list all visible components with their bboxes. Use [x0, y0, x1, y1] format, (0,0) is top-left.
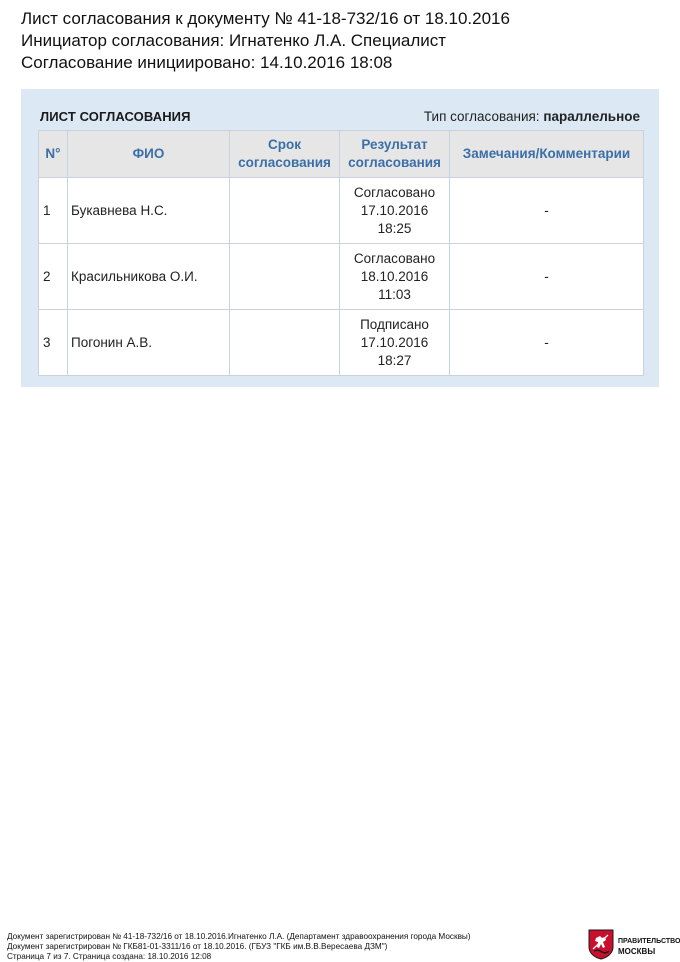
row-result-date: 18.10.2016 — [360, 268, 429, 284]
table-row — [39, 310, 644, 376]
row-fio: Букавнева Н.С. — [68, 178, 230, 244]
row-deadline — [230, 310, 340, 376]
row-result-time: 18:27 — [377, 352, 412, 368]
document-header — [21, 8, 671, 74]
col-header-fio: ФИО — [68, 131, 230, 178]
row-comment: - — [450, 178, 644, 244]
logo-text — [618, 937, 680, 957]
row-result-date: 17.10.2016 — [360, 334, 429, 350]
row-num: 1 — [39, 178, 68, 244]
row-result — [340, 244, 450, 310]
col-header-deadline-line2: согласования — [238, 155, 331, 170]
approval-type — [424, 109, 640, 124]
row-fio: Погонин А.В. — [68, 310, 230, 376]
row-num: 2 — [39, 244, 68, 310]
col-header-num: N° — [39, 131, 68, 178]
table-row — [39, 178, 644, 244]
initiator-line: Инициатор согласования: Игнатенко Л.А. Специалист — [21, 31, 447, 50]
approval-type-value: параллельное — [543, 109, 640, 124]
row-result — [340, 310, 450, 376]
logo-text-line1: ПРАВИТЕЛЬСТВО — [618, 938, 680, 945]
row-comment: - — [450, 310, 644, 376]
row-result-time: 11:03 — [378, 286, 411, 302]
col-header-deadline — [230, 131, 340, 178]
row-fio: Красильникова О.И. — [68, 244, 230, 310]
approval-type-label: Тип согласования: — [423, 109, 544, 124]
row-comment: - — [450, 244, 644, 310]
table-row — [39, 244, 644, 310]
approval-table — [38, 130, 644, 376]
emblem-shield — [589, 930, 613, 959]
row-result-date: 17.10.2016 — [360, 202, 429, 218]
col-header-result — [340, 131, 450, 178]
col-header-result-line2: согласования — [348, 155, 441, 170]
footer-registration-line1: Документ зарегистрирован № 41-18-732/16 от 18.10.2016.Игнатенко Л.А. (Департамент здравоохранения города Москвы) — [7, 932, 471, 941]
row-result-status: Подписано — [360, 316, 429, 332]
logo-text-line2: МОСКВЫ — [618, 947, 656, 956]
row-deadline — [230, 178, 340, 244]
sheet-title: ЛИСТ СОГЛАСОВАНИЯ — [40, 109, 191, 124]
registration-footer — [7, 932, 567, 962]
moscow-government-logo — [588, 929, 678, 961]
footer-page-info: Страница 7 из 7. Страница создана: 18.10.2016 12:08 — [7, 952, 212, 961]
footer-registration-line2: Документ зарегистрирован № ГКБ81-01-3311/16 от 18.10.2016. (ГБУЗ "ГКБ им.В.В.Вересаева ДЗМ") — [7, 942, 388, 951]
approval-sheet-panel — [21, 89, 659, 387]
moscow-coat-of-arms-icon — [588, 929, 614, 960]
document-title: Лист согласования к документу № 41-18-732/16 от 18.10.2016 — [21, 9, 510, 28]
col-header-deadline-line1: Срок — [268, 137, 301, 152]
col-header-comments: Замечания/Комментарии — [450, 131, 644, 178]
initiated-date-line: Согласование инициировано: 14.10.2016 18:08 — [21, 53, 393, 72]
table-header-row — [39, 131, 644, 178]
col-header-result-line1: Результат — [361, 137, 428, 152]
row-result-status: Согласовано — [353, 184, 436, 200]
row-result — [340, 178, 450, 244]
row-result-time: 18:25 — [377, 220, 412, 236]
row-num: 3 — [39, 310, 68, 376]
row-result-status: Согласовано — [353, 250, 436, 266]
row-deadline — [230, 244, 340, 310]
